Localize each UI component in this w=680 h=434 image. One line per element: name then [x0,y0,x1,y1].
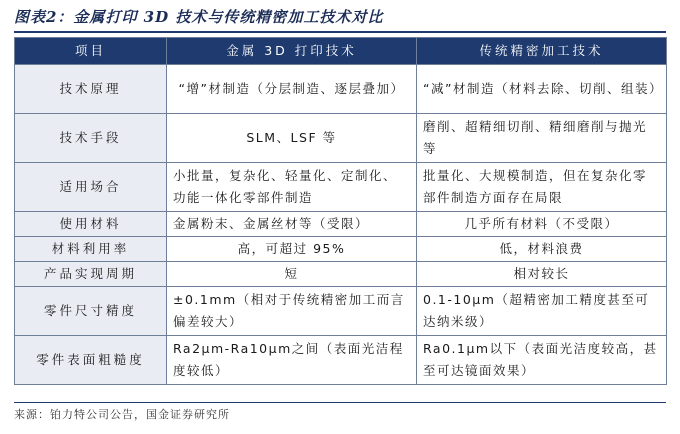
metal-cell: SLM、LSF 等 [167,114,417,163]
source-note: 来源：铂力特公司公告，国金证券研究所 [14,408,230,421]
traditional-cell: “减”材制造（材料去除、切削、组装） [417,65,667,114]
traditional-cell: 低，材料浪费 [417,237,667,262]
figure-title: 图表2：金属打印 3D 技术与传统精密加工技术对比 [14,8,384,26]
table-row [15,163,667,212]
table-row [15,336,667,385]
metal-cell: “增”材制造（分层制造、逐层叠加） [167,65,417,114]
row-label: 技术原理 [15,65,167,114]
traditional-cell: 相对较长 [417,262,667,287]
header-traditional-machining: 传统精密加工技术 [417,38,667,65]
header-item: 项目 [15,38,167,65]
bottom-divider [14,402,666,403]
metal-cell: 金属粉末、金属丝材等（受限） [167,212,417,237]
metal-cell: Ra2μm-Ra10μm之间（表面光洁程度较低） [167,336,417,385]
header-metal-3d-printing: 金属 3D 打印技术 [167,38,417,65]
traditional-cell: 磨削、超精细切削、精细磨削与抛光等 [417,114,667,163]
table-row [15,65,667,114]
traditional-cell: 0.1-10μm（超精密加工精度甚至可达纳米级） [417,287,667,336]
traditional-cell: Ra0.1μm以下（表面光洁度较高，甚至可达镜面效果） [417,336,667,385]
table-row [15,212,667,237]
table-row [15,262,667,287]
table-header-row [15,38,667,65]
row-label: 技术手段 [15,114,167,163]
table-row [15,287,667,336]
table-row [15,237,667,262]
row-label: 产品实现周期 [15,262,167,287]
title-divider [14,31,666,33]
metal-cell: ±0.1mm（相对于传统精密加工而言偏差较大） [167,287,417,336]
metal-cell: 高，可超过 95% [167,237,417,262]
table-row [15,114,667,163]
row-label: 零件表面粗糙度 [15,336,167,385]
row-label: 适用场合 [15,163,167,212]
metal-cell: 短 [167,262,417,287]
metal-cell: 小批量，复杂化、轻量化、定制化、功能一体化零部件制造 [167,163,417,212]
row-label: 使用材料 [15,212,167,237]
row-label: 零件尺寸精度 [15,287,167,336]
row-label: 材料利用率 [15,237,167,262]
traditional-cell: 批量化、大规模制造，但在复杂化零部件制造方面存在局限 [417,163,667,212]
traditional-cell: 几乎所有材料（不受限） [417,212,667,237]
comparison-table [14,37,667,385]
